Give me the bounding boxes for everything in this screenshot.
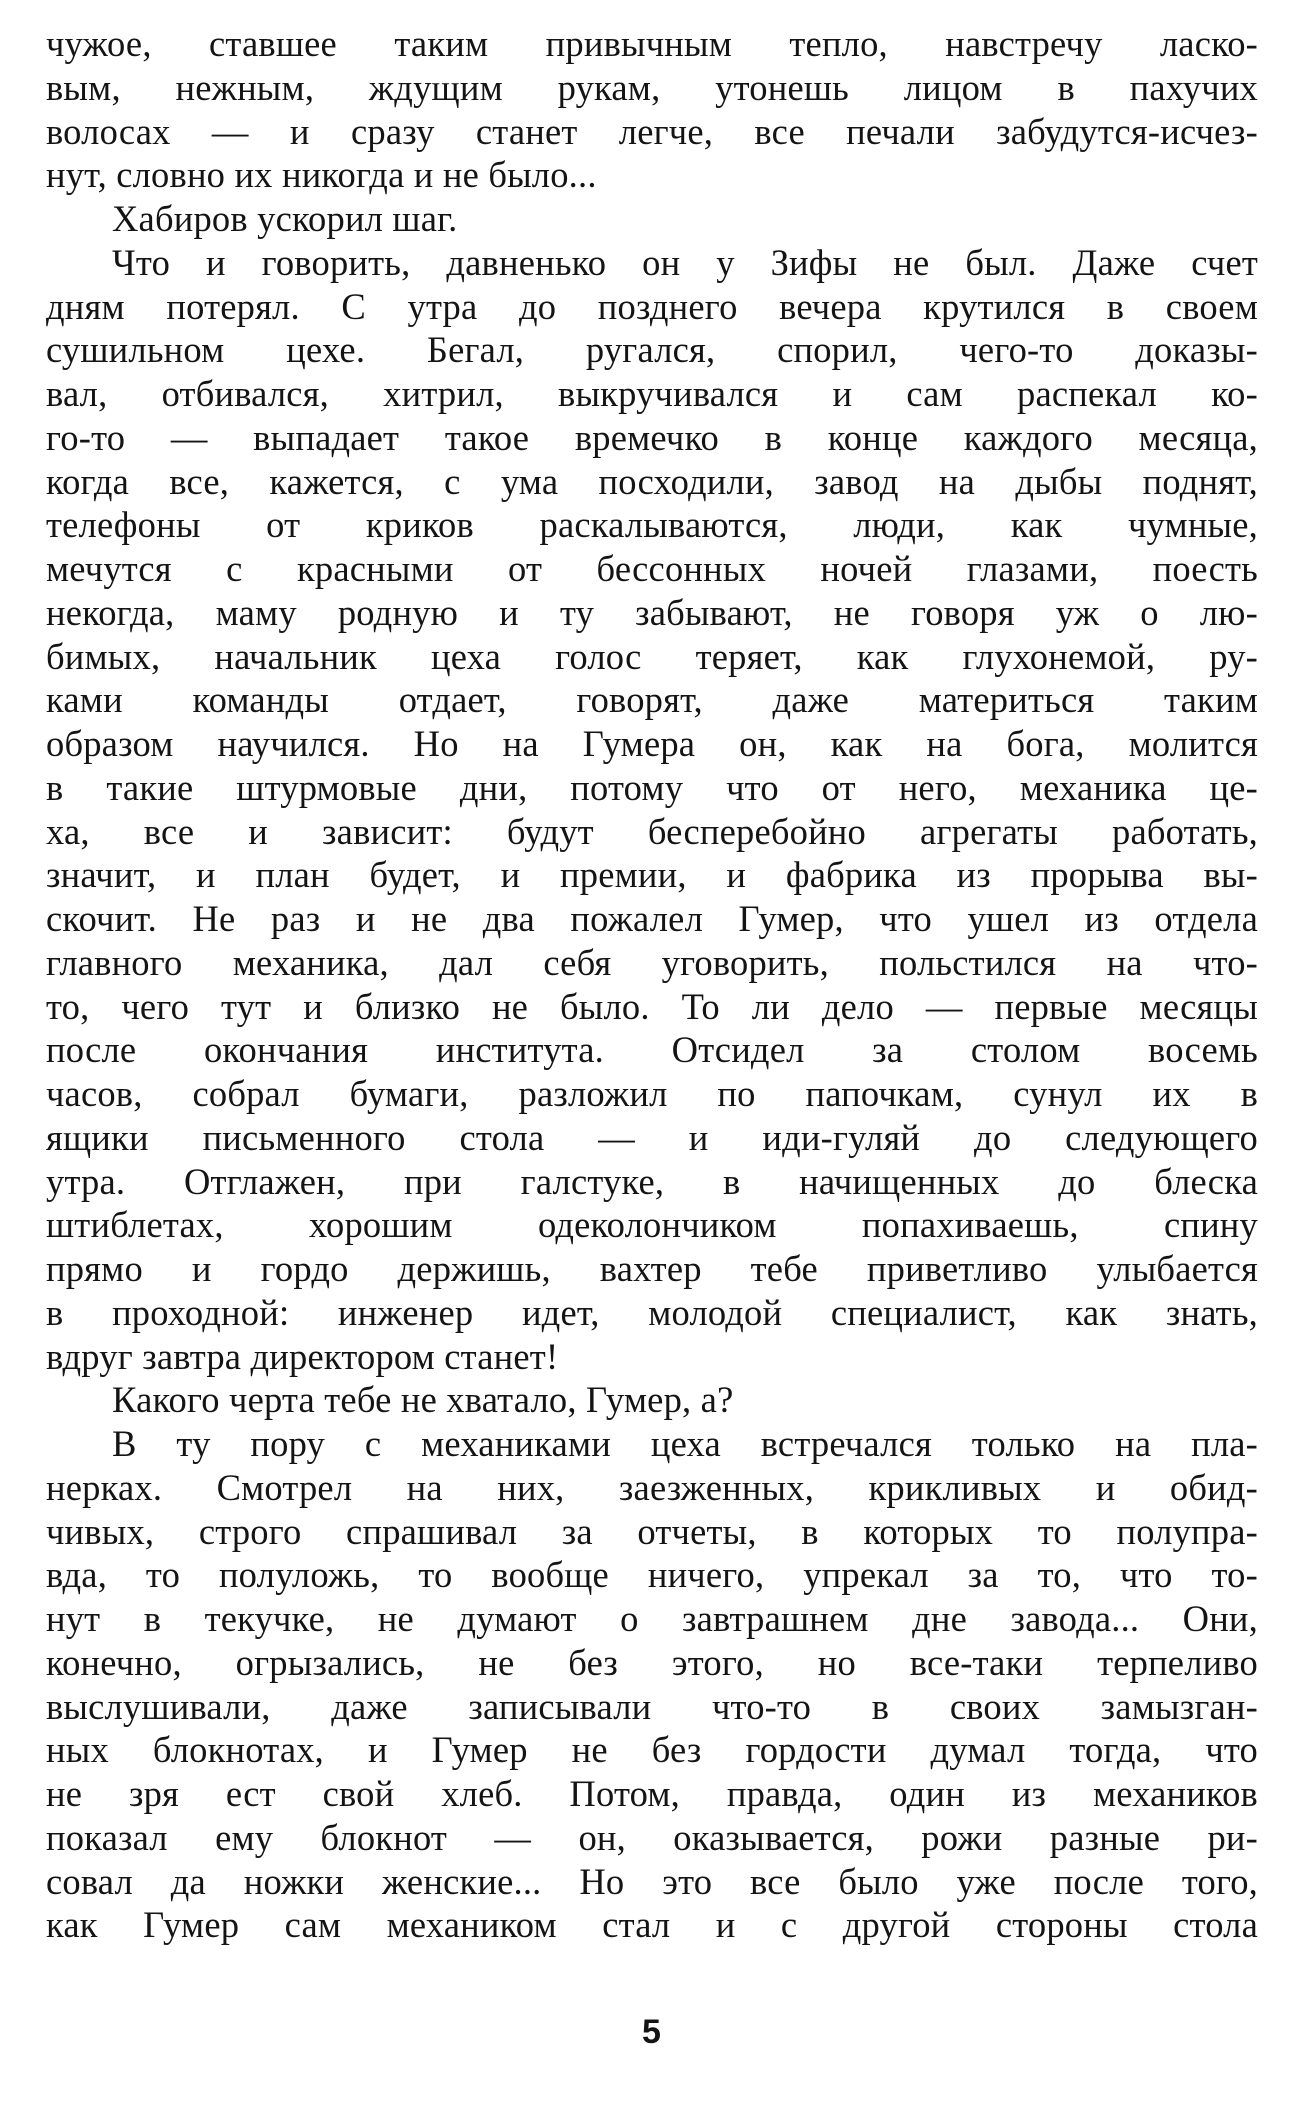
text-line: нут в текучке, не думают о завтрашнем дне завода... Они, [46, 1598, 1258, 1639]
text-line: ящики письменного стола — и иди-гуляй до следующего [46, 1116, 1258, 1158]
text-line: мечутся с красными от бессонных ночей глазами, поесть [46, 548, 1258, 589]
text-line: Какого черта тебе не хватало, Гумер, а? [112, 1379, 734, 1421]
page-text-block [46, 22, 1258, 1947]
text-line: то, чего тут и близко не было. То ли дело — первые месяцы [46, 985, 1258, 1027]
text-line: нерках. Смотрел на них, заезженных, крикливых и обид- [46, 1466, 1258, 1508]
text-line: бимых, начальник цеха голос теряет, как глухонемой, ру- [46, 635, 1258, 677]
text-line: значит, и план будет, и премии, и фабрика из прорыва вы- [46, 854, 1258, 896]
text-line: телефоны от криков раскалываются, люди, как чумные, [46, 504, 1258, 546]
text-line: показал ему блокнот — он, оказывается, рожи разные ри- [46, 1816, 1258, 1858]
text-line: вал, отбивался, хитрил, выкручивался и сам распекал ко- [46, 373, 1258, 414]
text-line: ха, все и зависит: будут бесперебойно агрегаты работать, [46, 810, 1258, 852]
text-line: главного механика, дал себя уговорить, польстился на что- [46, 941, 1258, 983]
text-line: скочит. Не раз и не два пожалел Гумер, что ушел из отдела [46, 898, 1258, 939]
text-line: вым, нежным, ждущим рукам, утонешь лицом в пахучих [46, 66, 1258, 108]
text-line: дням потерял. С утра до позднего вечера крутился в своем [46, 285, 1258, 327]
text-line: ных блокнотах, и Гумер не без гордости думал тогда, что [46, 1729, 1258, 1771]
text-line: утра. Отглажен, при галстуке, в начищенных до блеска [46, 1160, 1258, 1202]
text-line: Хабиров ускорил шаг. [112, 198, 458, 239]
text-line: прямо и гордо держишь, вахтер тебе приветливо улыбается [46, 1248, 1258, 1289]
text-line: некогда, маму родную и ту забывают, не говоря уж о лю- [46, 591, 1258, 633]
text-line: штиблетах, хорошим одеколончиком попахиваешь, спину [46, 1204, 1258, 1246]
text-line: конечно, огрызались, не без этого, но все-таки терпеливо [46, 1641, 1258, 1683]
text-line: нут, словно их никогда и не было... [46, 154, 597, 196]
text-line: чивых, строго спрашивал за отчеты, в которых то полупра- [46, 1510, 1258, 1552]
text-line: вдруг завтра директором станет! [46, 1335, 559, 1377]
text-line: часов, собрал бумаги, разложил по папочкам, сунул их в [46, 1073, 1258, 1114]
text-line: сушильном цехе. Бегал, ругался, спорил, чего-то доказы- [46, 329, 1258, 371]
text-line: в проходной: инженер идет, молодой специалист, как знать, [46, 1291, 1258, 1333]
text-line: не зря ест свой хлеб. Потом, правда, один из механиков [46, 1773, 1258, 1814]
text-line: волосах — и сразу станет легче, все печали забудутся-исчез- [46, 110, 1258, 152]
text-line: образом научился. Но на Гумера он, как на бога, молится [46, 723, 1258, 764]
text-line: го-то — выпадает такое времечко в конце каждого месяца, [46, 416, 1258, 458]
text-line: как Гумер сам механиком стал и с другой стороны стола [46, 1904, 1258, 1946]
text-line: выслушивали, даже записывали что-то в своих замызган- [46, 1685, 1258, 1727]
text-line: совал да ножки женские... Но это все было уже после того, [46, 1860, 1258, 1902]
text-line: Что и говорить, давненько он у Зифы не был. Даже счет [112, 241, 1258, 283]
text-line: когда все, кажется, с ума посходили, завод на дыбы поднят, [46, 460, 1258, 502]
text-line: после окончания института. Отсидел за столом восемь [46, 1029, 1258, 1071]
text-line: ками команды отдает, говорят, даже материться таким [46, 679, 1258, 721]
text-line: вда, то полуложь, то вообще ничего, упрекал за то, что то- [46, 1554, 1258, 1596]
text-line: В ту пору с механиками цеха встречался только на пла- [112, 1423, 1258, 1464]
page-number: 5 [642, 2013, 661, 2051]
text-line: в такие штурмовые дни, потому что от него, механика це- [46, 766, 1258, 808]
text-line: чужое, ставшее таким привычным тепло, навстречу ласко- [46, 23, 1258, 64]
